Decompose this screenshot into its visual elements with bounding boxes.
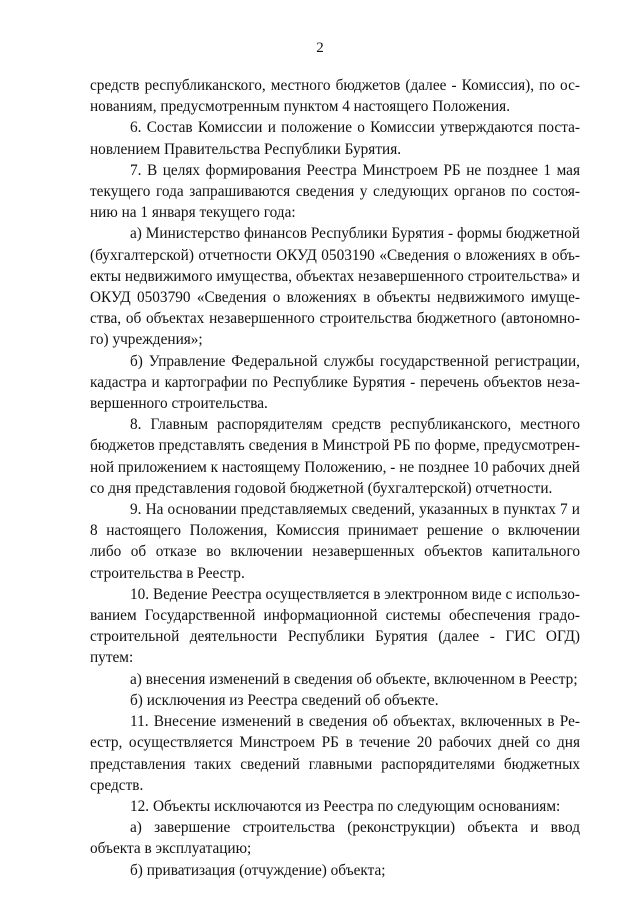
paragraph-item-10b: б) исключения из Реестра сведений об объекте. xyxy=(130,691,439,709)
paragraph-item-7b: б) Управление Федеральной службы государственной регистрации, кадастра и картографии по Республике Бурятия - перечень объектов незавершенного строительства. xyxy=(90,352,580,413)
paragraph-item-6: 6. Состав Комиссии и положение о Комиссии утверждаются постановлением Правительства Республики Бурятия. xyxy=(90,119,580,158)
page-number: 2 xyxy=(316,40,324,56)
paragraph-item-11: 11. Внесение изменений в сведения об объектах, включенных в Реестр, осуществляется Минстроем РБ в течение 20 рабочих дней со дня представления таких сведений главными распорядителями бюджетных средств. xyxy=(90,713,580,794)
paragraph-item-7a: а) Министерство финансов Республики Бурятия - формы бюджетной (бухгалтерской) отчетности ОКУД 0503190 «Сведения о вложениях в объекты недвижимого имущества, объектах незавершенного строительства» и ОКУД 0503790 «Сведения о вложениях в объекты недвижимого имущества, об объектах незавершенного строительства бюджетного (автономного) учреждения»; xyxy=(90,225,580,349)
paragraph-item-12b: б) приватизация (отчуждение) объекта; xyxy=(130,861,386,879)
paragraph-item-12: 12. Объекты исключаются из Реестра по следующим основаниям: xyxy=(130,797,561,815)
document-body xyxy=(90,75,580,881)
paragraph-continuation: средств республиканского, местного бюджетов (далее - Комиссия), по основаниям, предусмотренным пунктом 4 настоящего Положения. xyxy=(90,77,580,116)
paragraph-item-7: 7. В целях формирования Реестра Минстроем РБ не позднее 1 мая текущего года запрашиваются сведения у следующих органов по состоянию на 1 января текущего года: xyxy=(90,161,580,222)
paragraph-item-10a: а) внесения изменений в сведения об объекте, включенном в Реестр; xyxy=(130,670,578,688)
paragraph-item-8: 8. Главным распорядителям средств республиканского, местного бюджетов представлять сведения в Минстрой РБ по форме, предусмотренной приложением к настоящему Положению, - не позднее 10 рабочих дней со дня представления годовой бюджетной (бухгалтерской) отчетности. xyxy=(90,416,580,497)
paragraph-item-10: 10. Ведение Реестра осуществляется в электронном виде с использованием Государственной информационной системы обеспечения градостроительной деятельности Республики Бурятия (далее - ГИС ОГД) путем: xyxy=(90,585,580,667)
paragraph-item-9: 9. На основании представляемых сведений, указанных в пунктах 7 и 8 настоящего Положения, Комиссия принимает решение о включении либо об отказе во включении незавершенных объектов капитального строительства в Реестр. xyxy=(90,501,580,582)
paragraph-item-12a: а) завершение строительства (реконструкции) объекта и ввод объекта в эксплуатацию; xyxy=(90,819,580,858)
